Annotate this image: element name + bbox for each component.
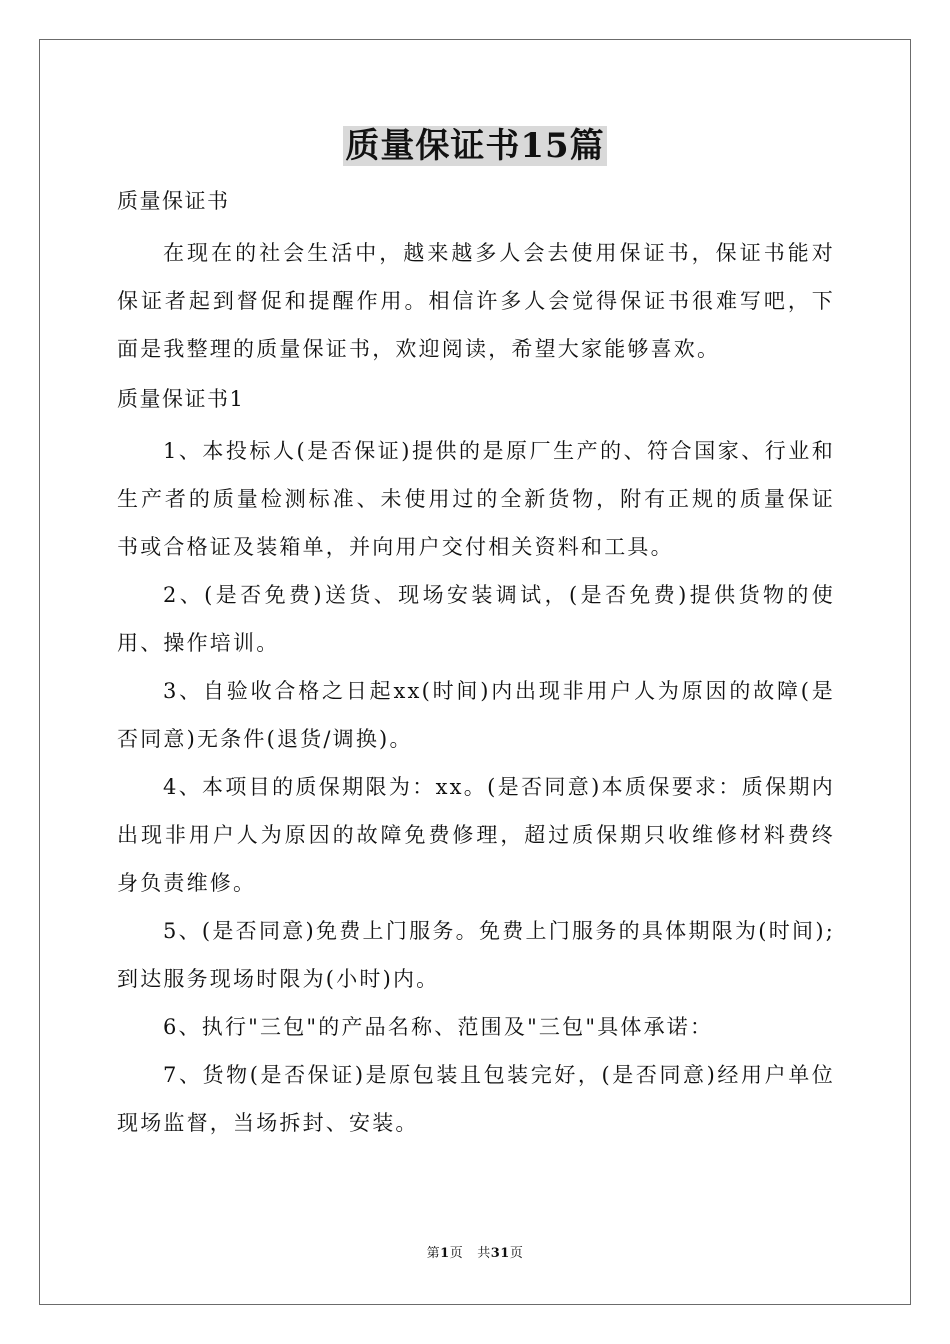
- item-paragraph-2: 2、(是否免费)送货、现场安装调试，(是否免费)提供货物的使用、操作培训。: [117, 583, 835, 655]
- item-paragraph-6: 6、执行"三包"的产品名称、范围及"三包"具体承诺：: [163, 1015, 714, 1039]
- document-title-text: 质量保证书15篇: [345, 126, 605, 166]
- item-paragraph-7: 7、货物(是否保证)是原包装且包装完好，(是否同意)经用户单位现场监督，当场拆封、安装。: [117, 1063, 835, 1135]
- total-prefix: 共: [477, 1246, 491, 1261]
- section-heading: 质量保证书: [117, 189, 230, 213]
- total-pages: 31: [490, 1246, 510, 1261]
- page-number: 1: [440, 1246, 450, 1261]
- document-title: [0, 122, 950, 170]
- item-paragraph-5: 5、(是否同意)免费上门服务。免费上门服务的具体期限为(时间);到达服务现场时限为(小时)内。: [117, 919, 835, 991]
- document-body: [117, 177, 835, 1147]
- page-suffix: 页: [449, 1246, 464, 1261]
- sub-heading: 质量保证书1: [117, 387, 245, 411]
- item-paragraph-3: 3、自验收合格之日起xx(时间)内出现非用户人为原因的故障(是否同意)无条件(退货/调换)。: [117, 679, 835, 751]
- item-paragraph-4: 4、本项目的质保期限为：xx。(是否同意)本质保要求：质保期内出现非用户人为原因的故障免费修理，超过质保期只收维修材料费终身负责维修。: [117, 775, 835, 895]
- intro-paragraph: 在现在的社会生活中，越来越多人会去使用保证书，保证书能对保证者起到督促和提醒作用。相信许多人会觉得保证书很难写吧，下面是我整理的质量保证书，欢迎阅读，希望大家能够喜欢。: [117, 241, 835, 361]
- page-footer: [0, 1244, 950, 1264]
- item-paragraph-1: 1、本投标人(是否保证)提供的是原厂生产的、符合国家、行业和生产者的质量检测标准、未使用过的全新货物，附有正规的质量保证书或合格证及装箱单，并向用户交付相关资料和工具。: [117, 439, 835, 559]
- total-suffix: 页: [509, 1246, 524, 1261]
- page-prefix: 第: [426, 1246, 441, 1261]
